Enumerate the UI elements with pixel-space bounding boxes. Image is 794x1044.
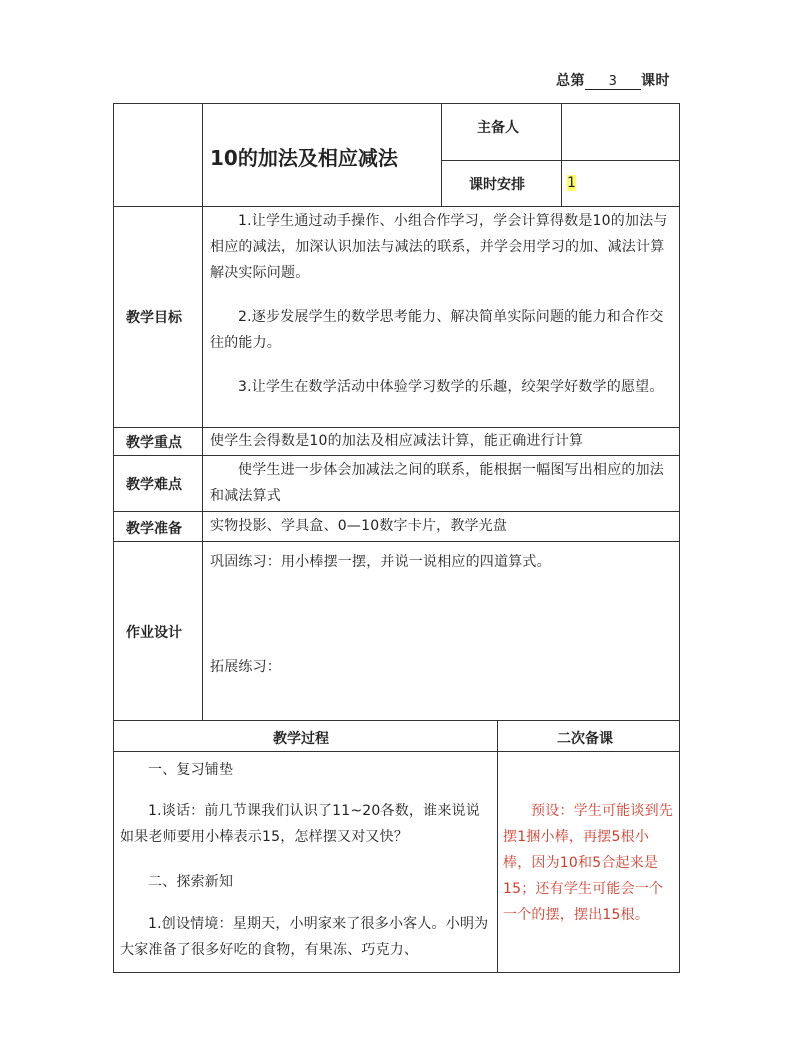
table-border bbox=[679, 103, 680, 972]
second-prep-header: 二次备课 bbox=[557, 731, 613, 747]
process-section-2: 二、探索新知 bbox=[148, 874, 234, 890]
key-point-text: 使学生会得数是10的加法及相应减法计算，能正确进行计算 bbox=[210, 433, 584, 449]
table-border bbox=[202, 103, 203, 720]
preparation-text: 实物投影、学具盒、0—10数字卡片，教学光盘 bbox=[210, 518, 508, 534]
lesson-count-prefix: 总第 bbox=[556, 73, 585, 89]
preparer-label: 主备人 bbox=[477, 120, 519, 136]
preparation-label: 教学准备 bbox=[126, 521, 182, 537]
goal-item-1: 1.让学生通过动手操作、小组合作学习，学会计算得数是10的加法与相应的减法，加深认识加法与减法的联系，并学会用学习的加、减法计算解决实际问题。 bbox=[210, 213, 668, 281]
goal-item-2: 2.逐步发展学生的数学思考能力、解决简单实际问题的能力和合作交往的能力。 bbox=[210, 309, 664, 351]
schedule-value bbox=[567, 170, 576, 196]
lesson-title: 10的加法及相应减法 bbox=[210, 146, 398, 170]
table-border bbox=[113, 206, 680, 207]
process-para-1: 1.谈话：前几节课我们认识了11~20各数，谁来说说如果老师要用小棒表示15，怎样摆又对又快？ bbox=[120, 803, 480, 845]
table-border bbox=[113, 455, 680, 456]
table-border bbox=[113, 720, 680, 721]
difficulty-label: 教学难点 bbox=[126, 477, 182, 493]
goal-item-3: 3.让学生在数学活动中体验学习数学的乐趣，绞架学好数学的愿望。 bbox=[238, 379, 664, 395]
homework-practice: 巩固练习：用小棒摆一摆，并说一说相应的四道算式。 bbox=[210, 554, 551, 570]
process-section-1: 一、复习铺垫 bbox=[148, 762, 234, 778]
process-header: 教学过程 bbox=[273, 731, 329, 747]
lesson-count-header bbox=[556, 70, 670, 90]
schedule-label: 课时安排 bbox=[469, 177, 525, 193]
table-border bbox=[113, 751, 680, 752]
homework-label: 作业设计 bbox=[126, 625, 182, 641]
process-para-2: 1.创设情境：星期天，小明家来了很多小客人。小明为大家准备了很多好吃的食物，有果冻、巧克力、 bbox=[120, 916, 489, 958]
lesson-count-suffix: 课时 bbox=[641, 73, 670, 89]
second-prep-note: 预设：学生可能谈到先摆1捆小棒，再摆5根小棒，因为10和5合起来是15；还有学生可能会一个一个的摆，摆出15根。 bbox=[503, 803, 673, 923]
table-border bbox=[113, 511, 680, 512]
table-border bbox=[561, 103, 562, 206]
table-border bbox=[441, 103, 442, 206]
goals-label: 教学目标 bbox=[126, 310, 182, 326]
lesson-count-number: 3 bbox=[585, 74, 641, 90]
difficulty-text: 使学生进一步体会加减法之间的联系，能根据一幅图写出相应的加法和减法算式 bbox=[210, 462, 664, 504]
table-border bbox=[113, 103, 680, 104]
homework-extension: 拓展练习： bbox=[210, 659, 281, 675]
table-border bbox=[113, 103, 114, 972]
table-border bbox=[497, 720, 498, 972]
key-point-label: 教学重点 bbox=[126, 435, 182, 451]
table-border bbox=[113, 541, 680, 542]
table-border bbox=[113, 972, 680, 973]
schedule-value-text: 1 bbox=[567, 175, 577, 191]
